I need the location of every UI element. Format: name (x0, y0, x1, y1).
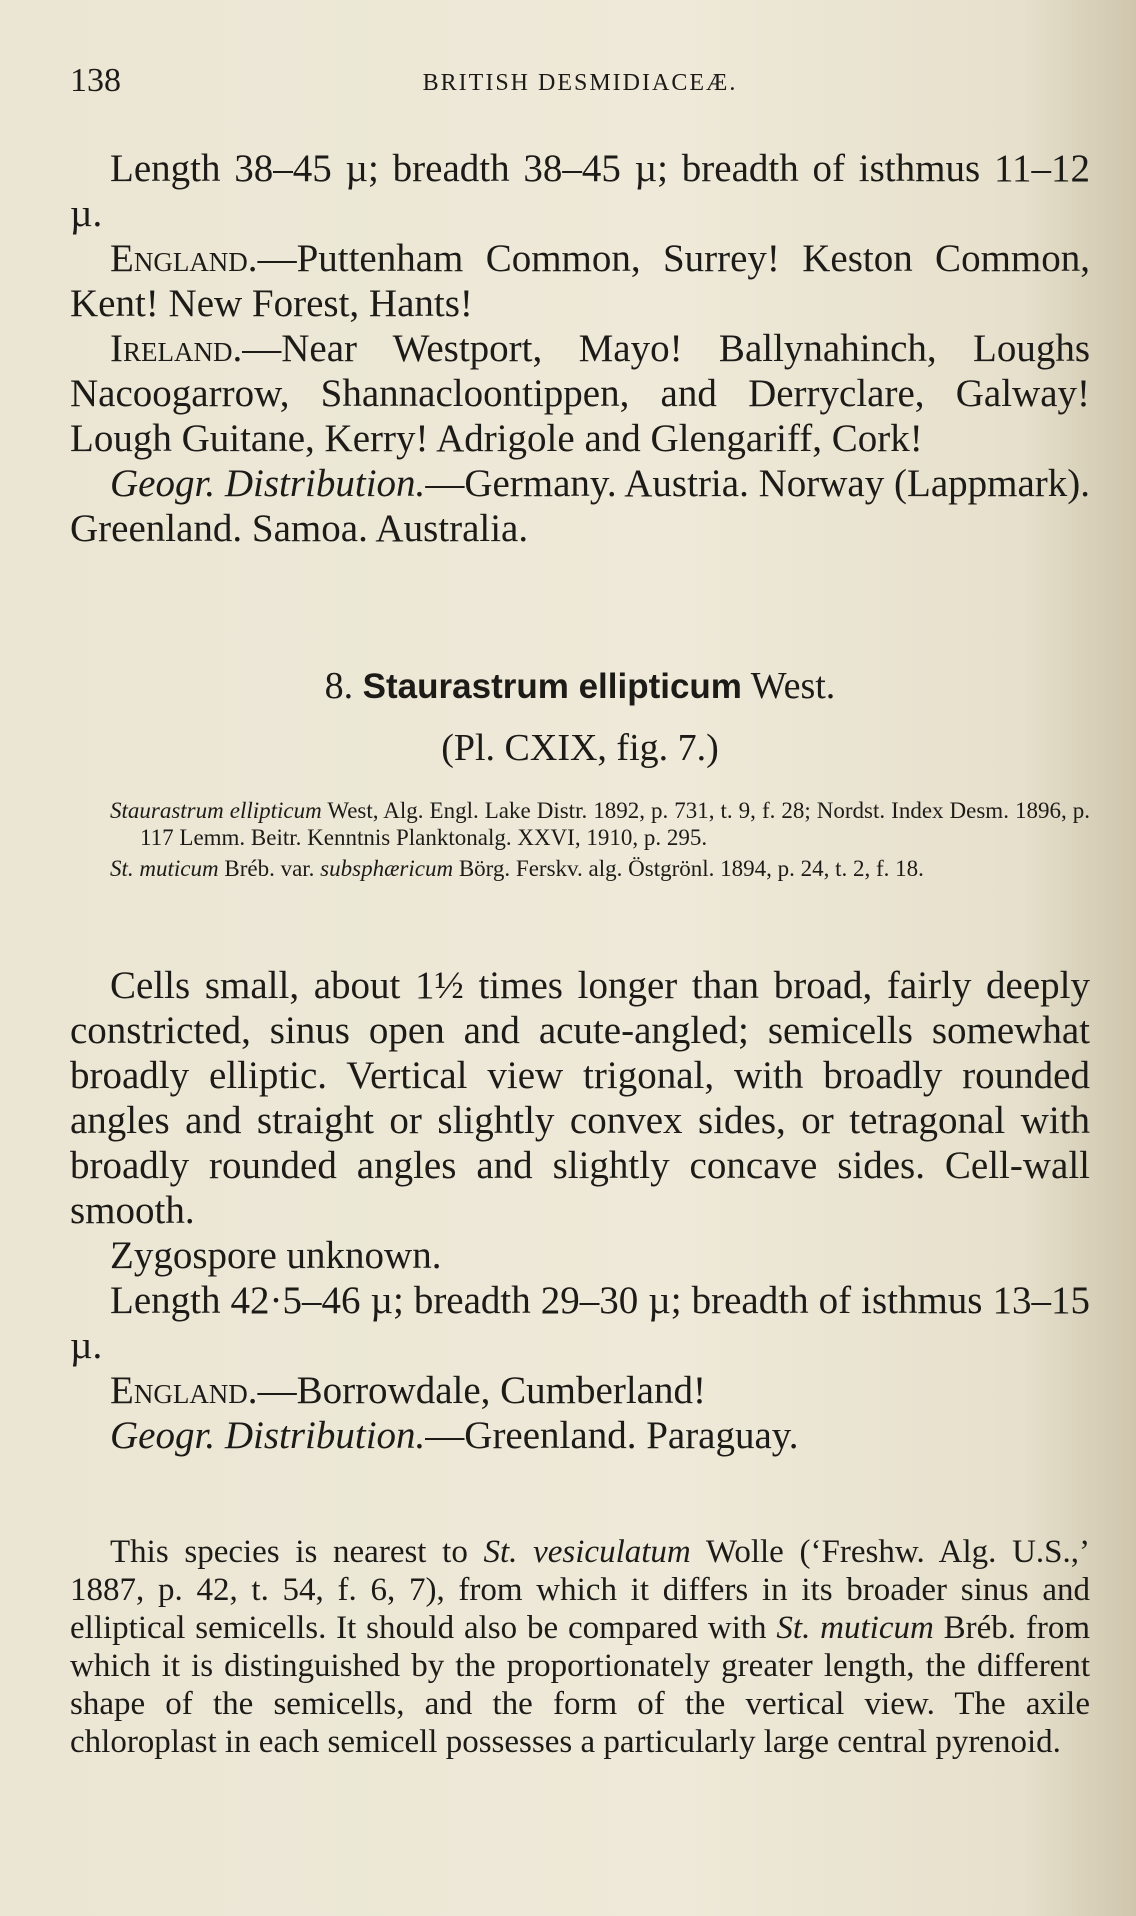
note-paragraph (70, 1533, 1090, 1761)
note-taxon: St. vesiculatum (483, 1534, 691, 1570)
synonym-variety: subsphæricum (320, 856, 454, 881)
england-label: England. (110, 237, 258, 280)
synonymy-list (110, 797, 1090, 886)
species-description: Cells small, about 1½ times longer than broad, fairly deeply constricted, sinus open and acute-angled; semicells somewhat broadly elliptic. Vertical view trigonal, with broadly rounded angles and straight or slightly convex sides, or tetragonal with broadly rounded angles and slightly concave sides. Cell-wall smooth. (70, 964, 1090, 1232)
geo-text: —Germany. Austria. Norway (Lappmark). Greenland. Samoa. Australia. (70, 462, 1090, 550)
prev-geographic-distribution (70, 461, 1090, 551)
synonym-entry (110, 855, 1090, 882)
synonym-name: St. muticum (110, 856, 219, 881)
geographic-distribution (70, 1413, 1090, 1458)
prev-measurements: Length 38–45 µ; breadth 38–45 µ; breadth of isthmus 11–12 µ. (70, 147, 1090, 235)
geo-text: —Greenland. Paraguay. (425, 1414, 799, 1457)
taxonomic-note (70, 1533, 1090, 1761)
species-measurements: Length 42·5–46 µ; breadth 29–30 µ; breadth of isthmus 13–15 µ. (70, 1279, 1090, 1367)
synonym-entry (110, 797, 1090, 851)
species-number: 8. (324, 665, 354, 707)
synonym-citation: Bréb. var. (224, 856, 315, 881)
note-text: Bréb. from which it is distinguished by the proportionately greater length, the different shape of the semicells, and the form of the vertical view. The axile chloroplast in each semicell possesses a particularly large central pyrenoid. (70, 1610, 1091, 1760)
running-head: BRITISH DESMIDIACEÆ. (422, 70, 738, 96)
page-number: 138 (70, 62, 121, 99)
synonym-citation: Börg. Ferskv. alg. Östgrönl. 1894, p. 24, t. 2, f. 18. (458, 856, 924, 881)
geo-label: Geogr. Distribution. (110, 462, 426, 505)
zygospore-note: Zygospore unknown. (110, 1234, 442, 1277)
prev-england-locations (70, 236, 1090, 326)
england-text: —Puttenham Common, Surrey! Keston Common, Kent! New Forest, Hants! (70, 237, 1090, 325)
note-taxon: St. muticum (776, 1610, 934, 1646)
ireland-label: Ireland. (110, 327, 243, 370)
plate-reference: (Pl. CXIX, fig. 7.) (441, 727, 719, 769)
page-header (70, 62, 1090, 102)
synonym-name: Staurastrum ellipticum (110, 798, 322, 823)
prev-ireland-locations (70, 326, 1090, 461)
species-heading (70, 664, 1090, 708)
ireland-text: —Near Westport, Mayo! Ballynahinch, Loughs Nacoogarrow, Shannacloontippen, and Derryclare, Galway! Lough Guitane, Kerry! Adrigole and Glengariff, Cork! (70, 327, 1090, 460)
species-authority: West. (750, 665, 836, 707)
previous-species-section (70, 146, 1090, 551)
england-label: England. (110, 1369, 258, 1412)
note-text: This species is nearest to (110, 1534, 468, 1570)
england-text: —Borrowdale, Cumberland! (257, 1369, 706, 1412)
note-text: Wolle (‘Freshw. Alg. U.S.,’ 1887, p. 42, t. 54, f. 6, 7), from which it differs in its broader sinus and elliptical semicells. It should also be compared with (70, 1534, 1090, 1646)
geo-label: Geogr. Distribution. (110, 1414, 426, 1457)
england-locations (70, 1368, 1090, 1413)
species-description-section (70, 963, 1090, 1458)
synonym-citation: West, Alg. Engl. Lake Distr. 1892, p. 731, t. 9, f. 28; Nordst. Index Desm. 1896, p. 117 Lemm. Beitr. Kenntnis Planktonalg. XXVI, 1910, p. 295. (140, 798, 1090, 850)
species-name: Staurastrum ellipticum (362, 667, 742, 706)
